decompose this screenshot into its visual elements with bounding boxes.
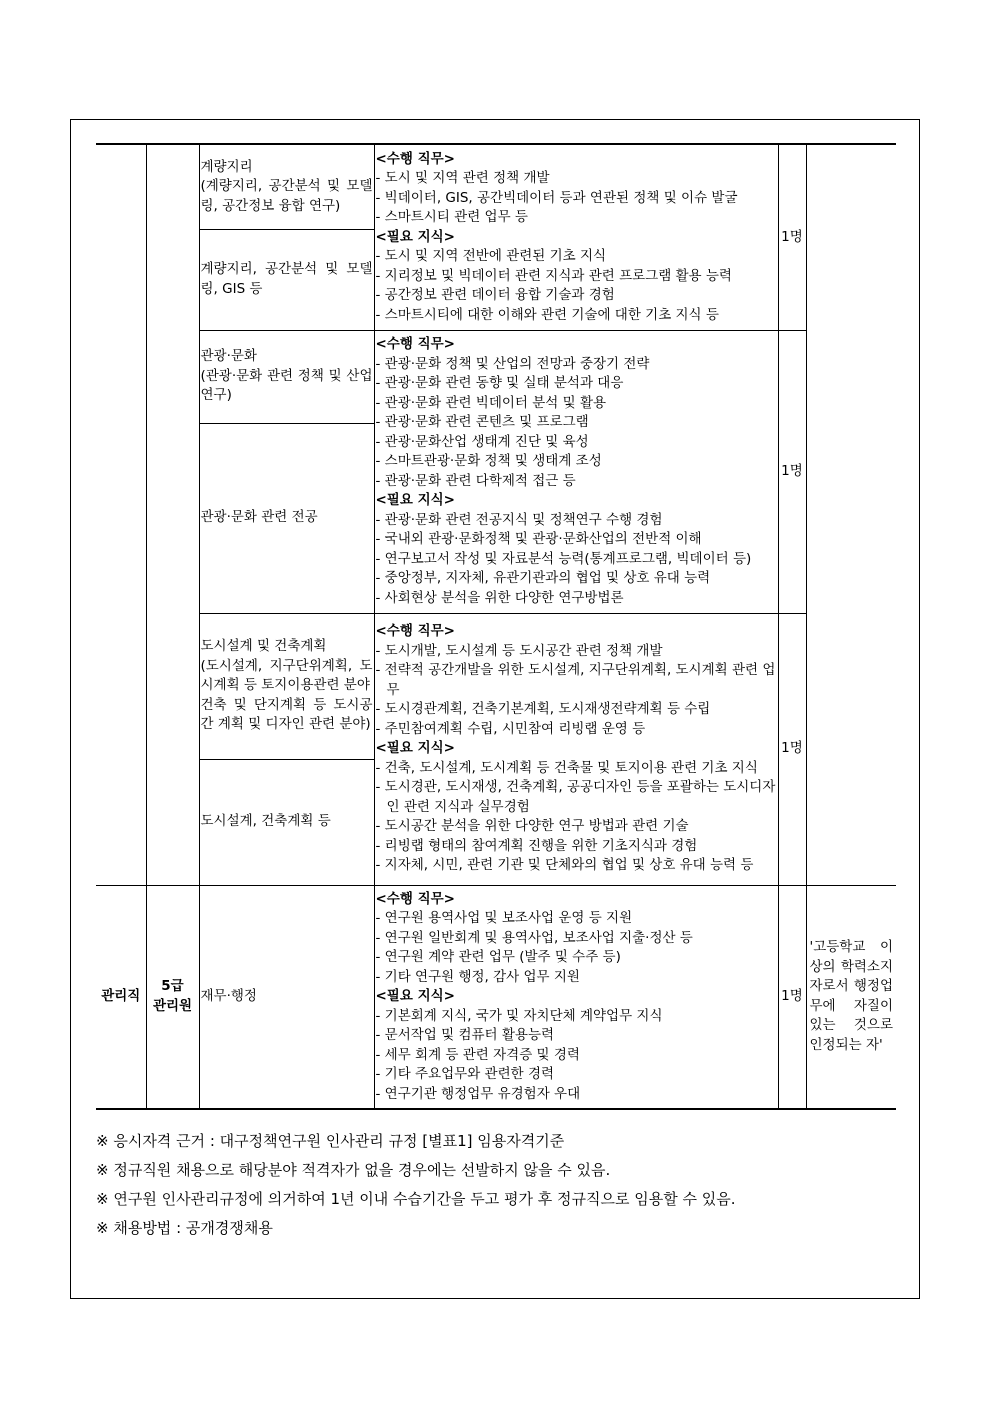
knowledge-header: <필요 지식> bbox=[375, 492, 455, 508]
list-item: - 연구보고서 작성 및 자료분석 능력(통계프로그램, 빅데이터 등) bbox=[375, 550, 752, 567]
list-item: - 지리정보 및 빅데이터 관련 지식과 관련 프로그램 활용 능력 bbox=[375, 267, 732, 284]
major-text: 관광·문화 관련 전공 bbox=[200, 509, 318, 526]
grade-title: 관리원 bbox=[152, 997, 193, 1014]
duties-cell bbox=[374, 885, 778, 1109]
list-item: - 국내외 관광·문화정책 및 관광·문화산업의 전반적 이해 bbox=[375, 531, 702, 547]
duties-cell bbox=[374, 613, 778, 885]
footnote: ※ 정규직원 채용으로 해당분야 적격자가 없을 경우에는 선발하지 않을 수 있음. bbox=[96, 1161, 611, 1179]
major-cell bbox=[199, 423, 374, 613]
list-item: - 관광·문화 관련 다학제적 접근 등 bbox=[375, 472, 576, 489]
field-detail: (계량지리, 공간분석 및 모델링, 공간정보 융합 연구) bbox=[200, 178, 373, 214]
major-text: 도시설계, 건축계획 등 bbox=[200, 813, 331, 830]
list-item: - 지자체, 시민, 관련 기관 및 단체와의 협업 및 상호 유대 능력 등 bbox=[375, 857, 754, 874]
list-item: - 리빙랩 형태의 참여계획 진행을 위한 기초지식과 경험 bbox=[375, 837, 698, 854]
grade-cell-blank bbox=[146, 144, 199, 885]
category-cell-blank bbox=[96, 144, 146, 885]
field-title: 도시설계 및 건축계획 bbox=[200, 638, 327, 655]
list-item: - 스마트시티에 대한 이해와 관련 기술에 대한 기초 지식 등 bbox=[375, 306, 719, 323]
list-item: - 공간정보 관련 데이터 융합 기술과 경험 bbox=[375, 287, 615, 303]
major-cell bbox=[199, 229, 374, 330]
headcount: 1명 bbox=[778, 144, 806, 330]
list-item: - 사회현상 분석을 위한 다양한 연구방법론 bbox=[375, 589, 624, 606]
list-item: - 빅데이터, GIS, 공간빅데이터 등과 연관된 정책 및 이슈 발굴 bbox=[375, 189, 738, 206]
duties-header: <수행 직무> bbox=[375, 336, 455, 352]
field-cell bbox=[199, 144, 374, 229]
list-item: - 문서작업 및 컴퓨터 활용능력 bbox=[375, 1027, 555, 1043]
list-item: - 도시경관계획, 건축기본계획, 도시재생전략계획 등 수립 bbox=[375, 701, 711, 718]
field-detail: 건축 및 단지계획 등 도시공간 계획 및 디자인 관련 분야) bbox=[200, 696, 373, 733]
field-cell bbox=[199, 613, 374, 759]
list-item: - 연구원 일반회계 및 용역사업, 보조사업 지출·정산 등 bbox=[375, 929, 693, 946]
footnotes bbox=[96, 1127, 896, 1243]
duties-cell bbox=[374, 330, 778, 613]
list-item: - 연구원 용역사업 및 보조사업 운영 등 지원 bbox=[375, 910, 633, 926]
grade-cell bbox=[146, 885, 199, 1109]
list-item: - 전략적 공간개발을 위한 도시설계, 지구단위계획, 도시계획 관련 업무 bbox=[375, 662, 776, 698]
note-cell-blank bbox=[806, 144, 896, 885]
list-item: - 관광·문화 관련 콘텐츠 및 프로그램 bbox=[375, 414, 589, 430]
grade-text: 5급 bbox=[161, 978, 184, 995]
list-item: - 기타 연구원 행정, 감사 업무 지원 bbox=[375, 968, 580, 985]
list-item: - 스마트시티 관련 업무 등 bbox=[375, 209, 528, 225]
list-item: - 기본회계 지식, 국가 및 자치단체 계약업무 지식 bbox=[375, 1007, 663, 1024]
knowledge-header: <필요 지식> bbox=[375, 228, 455, 245]
list-item: - 주민참여계획 수립, 시민참여 리빙랩 운영 등 bbox=[375, 720, 646, 737]
list-item: - 연구원 계약 관련 업무 (발주 및 수주 등) bbox=[375, 949, 621, 965]
list-item: - 건축, 도시설계, 도시계획 등 건축물 및 토지이용 관련 기초 지식 bbox=[375, 759, 758, 776]
list-item: - 연구기관 행정업무 유경험자 우대 bbox=[375, 1085, 581, 1102]
list-item: - 관광·문화 관련 빅데이터 분석 및 활용 bbox=[375, 394, 607, 411]
recruitment-table bbox=[96, 143, 896, 1110]
list-item: - 중앙정부, 지자체, 유관기관과의 협업 및 상호 유대 능력 bbox=[375, 570, 711, 586]
list-item: - 도시개발, 도시설계 등 도시공간 관련 정책 개발 bbox=[375, 642, 663, 659]
qualification-note: '고등학교 이상의 학력소지자로서 행정업무에 자질이 있는 것으로 인정되는 자' bbox=[806, 885, 896, 1109]
field-cell bbox=[199, 330, 374, 423]
field-detail: (관광·문화 관련 정책 및 산업 연구) bbox=[200, 367, 373, 404]
list-item: - 관광·문화 관련 동향 및 실태 분석과 대응 bbox=[375, 375, 624, 391]
knowledge-header: <필요 지식> bbox=[375, 988, 455, 1004]
duties-header: <수행 직무> bbox=[375, 623, 455, 640]
duties-header: <수행 직무> bbox=[375, 890, 455, 907]
field-title: 관광·문화 bbox=[200, 348, 257, 365]
list-item: - 세무 회계 등 관련 자격증 및 경력 bbox=[375, 1046, 580, 1063]
major-text: 계량지리, 공간분석 및 모델링, GIS 등 bbox=[200, 261, 373, 297]
headcount: 1명 bbox=[778, 613, 806, 885]
field-title: 계량지리 bbox=[200, 158, 253, 175]
list-item: - 관광·문화 관련 전공지식 및 정책연구 수행 경험 bbox=[375, 511, 663, 528]
list-item: - 기타 주요업무와 관련한 경력 bbox=[375, 1066, 555, 1082]
knowledge-header: <필요 지식> bbox=[375, 740, 455, 757]
headcount: 1명 bbox=[778, 330, 806, 613]
list-item: - 도시 및 지역 전반에 관련된 기초 지식 bbox=[375, 248, 607, 264]
list-item: - 스마트관광·문화 정책 및 생태계 조성 bbox=[375, 453, 602, 469]
category-cell: 관리직 bbox=[96, 885, 146, 1109]
list-item: - 관광·문화 정책 및 산업의 전망과 중장기 전략 bbox=[375, 355, 650, 372]
headcount: 1명 bbox=[778, 885, 806, 1109]
footnote: ※ 응시자격 근거 : 대구정책연구원 인사관리 규정 [별표1] 임용자격기준 bbox=[96, 1132, 565, 1150]
list-item: - 도시공간 분석을 위한 다양한 연구 방법과 관련 기술 bbox=[375, 818, 689, 835]
duties-cell bbox=[374, 144, 778, 330]
field-cell: 재무·행정 bbox=[199, 885, 374, 1109]
list-item: - 도시경관, 도시재생, 건축계획, 공공디자인 등을 포괄하는 도시디자인 관련 지식과 실무경험 bbox=[375, 779, 776, 815]
list-item: - 도시 및 지역 관련 정책 개발 bbox=[375, 170, 550, 186]
duties-header: <수행 직무> bbox=[375, 150, 455, 167]
list-item: - 관광·문화산업 생태계 진단 및 육성 bbox=[375, 433, 589, 450]
footnote: ※ 채용방법 : 공개경쟁채용 bbox=[96, 1219, 273, 1237]
footnote: ※ 연구원 인사관리규정에 의거하여 1년 이내 수습기간을 두고 평가 후 정규직으로 임용할 수 있음. bbox=[96, 1190, 736, 1208]
major-cell bbox=[199, 759, 374, 885]
field-detail: (도시설계, 지구단위계획, 도시계획 등 토지이용관련 분야 bbox=[200, 657, 373, 694]
